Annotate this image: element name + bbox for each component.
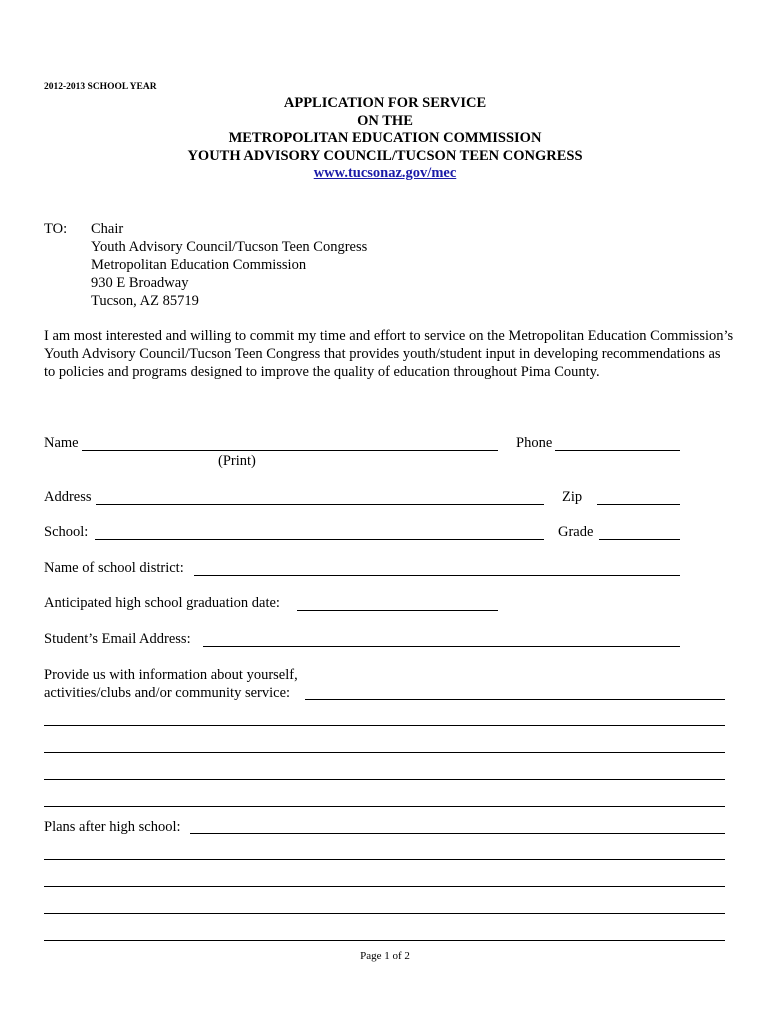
district-field[interactable]: [194, 575, 680, 576]
phone-field[interactable]: [555, 450, 680, 451]
phone-label: Phone: [516, 435, 553, 451]
district-label: Name of school district:: [44, 560, 184, 576]
website-link[interactable]: www.tucsonaz.gov/mec: [313, 165, 457, 181]
plans-label: Plans after high school:: [44, 819, 181, 835]
address-line: 930 E Broadway: [91, 275, 189, 291]
name-label: Name: [44, 435, 79, 451]
zip-field[interactable]: [597, 504, 680, 505]
about-field-line[interactable]: [44, 806, 725, 807]
about-field-line[interactable]: [305, 699, 725, 700]
address-line: Tucson, AZ 85719: [91, 293, 199, 309]
grade-label: Grade: [558, 524, 594, 540]
address-line: Chair: [91, 221, 124, 237]
grade-field[interactable]: [599, 539, 680, 540]
to-label: TO:: [44, 221, 68, 237]
school-label: School:: [44, 524, 89, 540]
plans-field-line[interactable]: [44, 859, 725, 860]
about-field-line[interactable]: [44, 779, 725, 780]
zip-label: Zip: [562, 489, 583, 505]
form-title: [0, 95, 770, 183]
recipient-address: [91, 220, 367, 310]
graduation-label: Anticipated high school graduation date:: [44, 595, 280, 611]
email-label: Student’s Email Address:: [44, 631, 191, 647]
intro-paragraph: I am most interested and willing to commit my time and effort to service on the Metropolitan Education Commission’s Youth Advisory Council/Tucson Teen Congress that provides youth/student input in developing recommendations as to policies and programs designed to improve the quality of education throughout Pima County.: [44, 328, 734, 380]
plans-field-line[interactable]: [44, 886, 725, 887]
plans-field-line[interactable]: [190, 833, 725, 834]
title-line-1: APPLICATION FOR SERVICE: [283, 95, 487, 111]
about-label-line-1: Provide us with information about yourself,: [44, 667, 298, 683]
name-field[interactable]: [82, 450, 498, 451]
page-number: Page 1 of 2: [360, 950, 410, 962]
address-field[interactable]: [96, 504, 544, 505]
about-field-line[interactable]: [44, 752, 725, 753]
title-line-3: METROPOLITAN EDUCATION COMMISSION: [228, 130, 542, 146]
email-field[interactable]: [203, 646, 680, 647]
title-line-4: YOUTH ADVISORY COUNCIL/TUCSON TEEN CONGRESS: [187, 147, 583, 164]
address-line: Metropolitan Education Commission: [91, 257, 307, 273]
about-field-line[interactable]: [44, 725, 725, 726]
plans-field-line[interactable]: [44, 913, 725, 914]
about-label-line-2: activities/clubs and/or community service:: [44, 685, 291, 701]
address-line: Youth Advisory Council/Tucson Teen Congress: [91, 239, 368, 255]
title-line-2: ON THE: [357, 112, 413, 129]
graduation-field[interactable]: [297, 610, 498, 611]
plans-field-line[interactable]: [44, 940, 725, 941]
school-year: 2012-2013 SCHOOL YEAR: [44, 82, 157, 92]
school-field[interactable]: [95, 539, 544, 540]
address-label: Address: [44, 489, 92, 505]
print-hint: (Print): [218, 453, 256, 469]
